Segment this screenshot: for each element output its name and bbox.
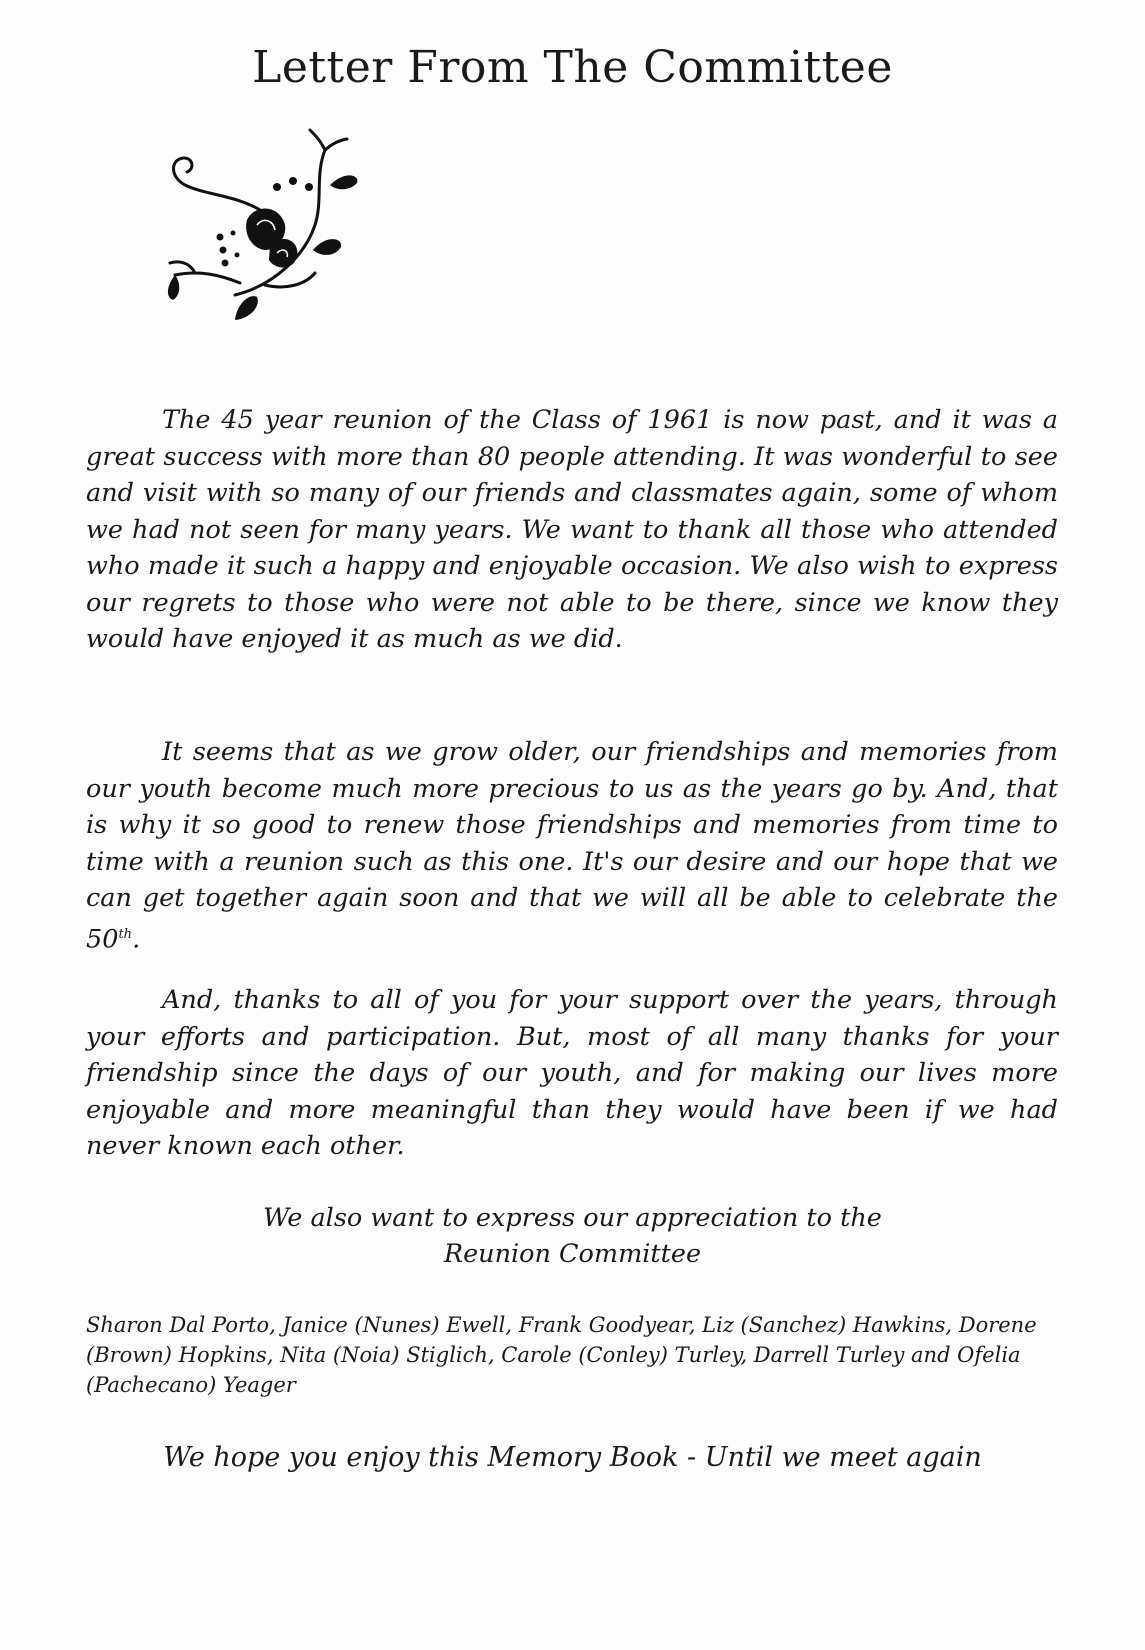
ordinal-suffix: th xyxy=(118,926,133,942)
paragraph-thanks xyxy=(86,982,1058,1165)
committee-heading: Reunion Committee xyxy=(443,1239,702,1269)
paragraph-friendships xyxy=(86,734,1058,958)
committee-names: Sharon Dal Porto, Janice (Nunes) Ewell, Frank Goodyear, Liz (Sanchez) Hawkins, Dorene (Brown) Hopkins, Nita (Noia) Stiglich, Carole (Conley) Turley, Darrell Turley and Ofelia (Pachecano) Yeager xyxy=(86,1313,1037,1397)
closing-line: We hope you enjoy this Memory Book - Until we meet again xyxy=(163,1442,982,1473)
appreciation-block xyxy=(0,1200,1145,1272)
floral-butterfly-ornament-icon xyxy=(165,125,365,330)
paragraph-text: And, thanks to all of you for your support over the years, through your efforts and participation. But, most of all many thanks for your friendship since the days of our youth, and for making our lives more enjoyable and more meaningful than they would have been if we had never known each other. xyxy=(86,985,1058,1161)
paragraph-text: It seems that as we grow older, our friendships and memories from our youth become much more precious to us as the years go by. And, that is why it so good to renew those friendships and memories from time to time with a reunion such as this one. It's our desire and our hope that we can get together again soon and that we will all be able to celebrate the 50 xyxy=(86,737,1058,954)
appreciation-line: We also want to express our appreciation to the xyxy=(263,1203,882,1233)
paragraph-reunion-success xyxy=(86,402,1058,658)
paragraph-text: The 45 year reunion of the Class of 1961 is now past, and it was a great success with more than 80 people attending. It was wonderful to see and visit with so many of our friends and classmates again, some of whom we had not seen for many years. We want to thank all those who attended who made it such a happy and enjoyable occasion. We also wish to express our regrets to those who were not able to be there, since we know they would have enjoyed it as much as we did. xyxy=(86,405,1058,654)
ordinal-end: . xyxy=(132,924,141,954)
page-title: Letter From The Committee xyxy=(252,42,893,93)
